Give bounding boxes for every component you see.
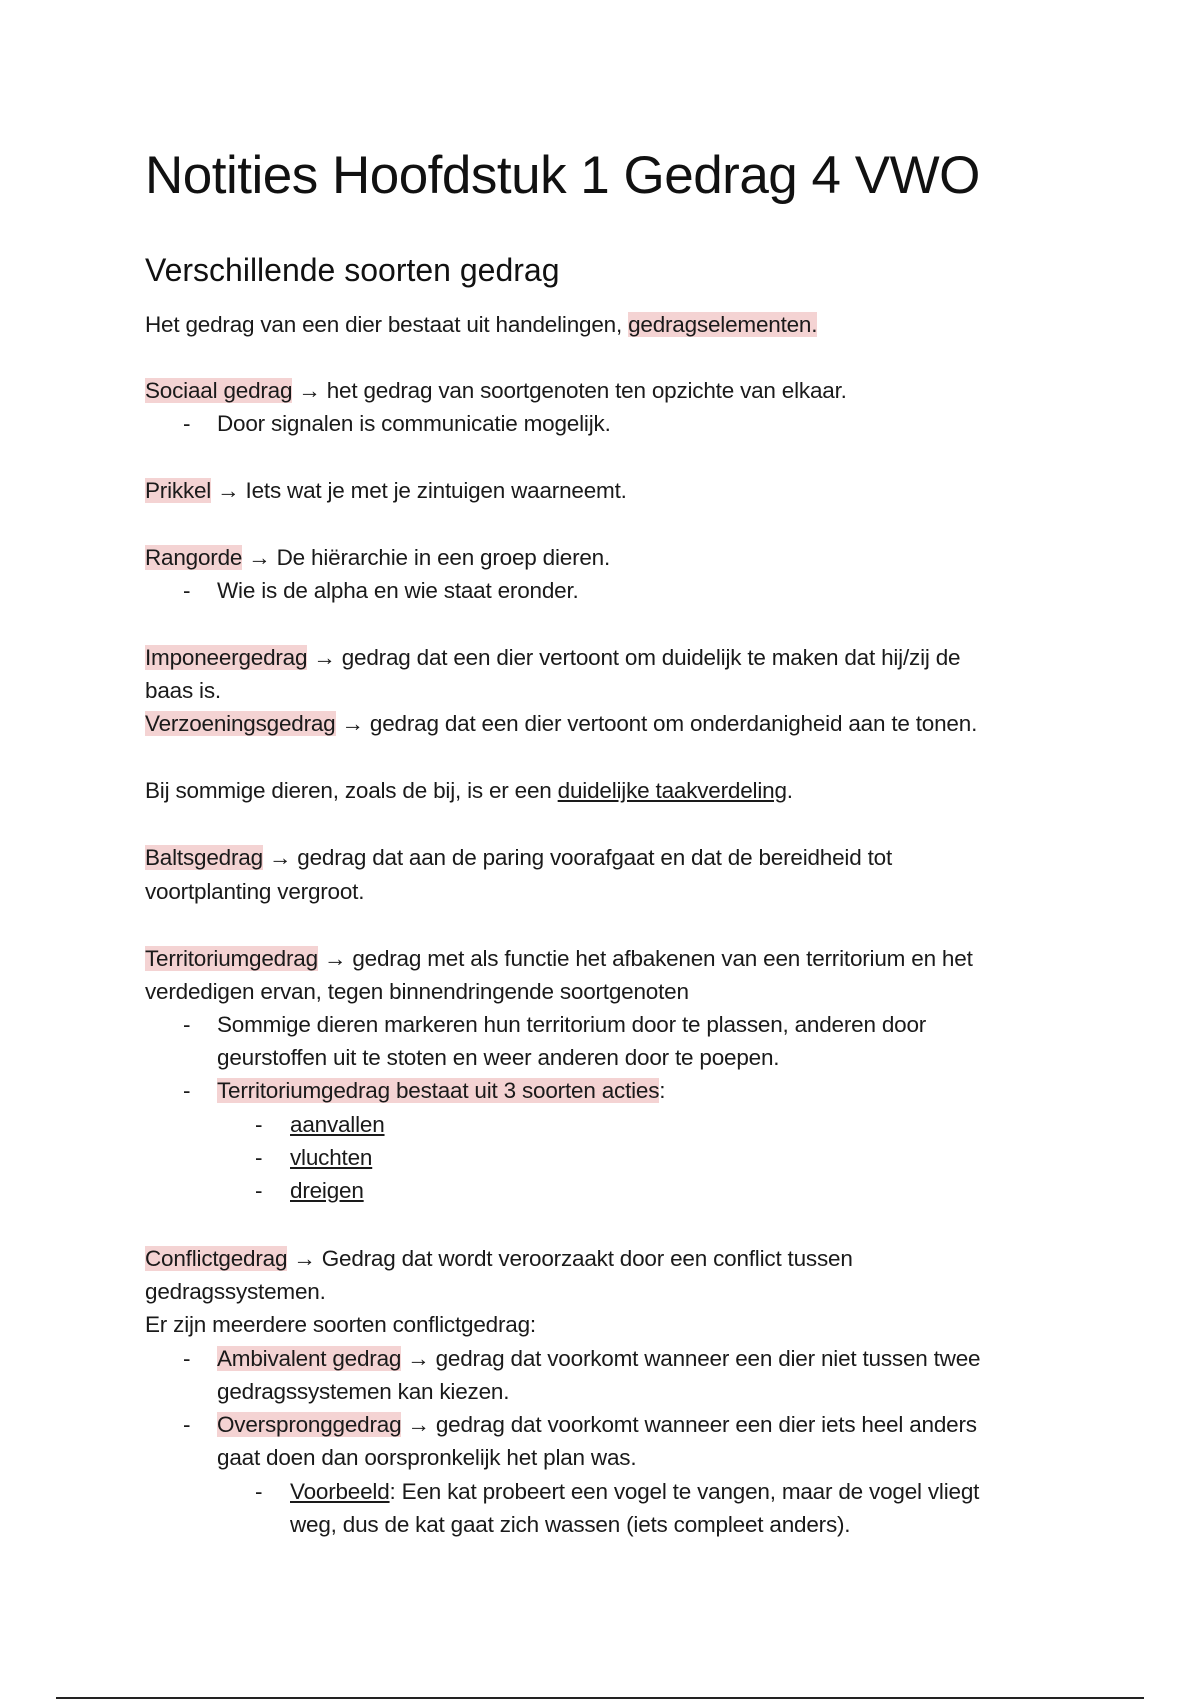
territorium-line-2: verdedigen ervan, tegen binnendringende soortgenoten bbox=[145, 979, 689, 1004]
ambivalent-line bbox=[217, 1344, 980, 1374]
term-territoriumgedrag: Territoriumgedrag bbox=[145, 946, 318, 971]
rangorde-sub: Wie is de alpha en wie staat eronder. bbox=[217, 578, 579, 603]
bullet-marker: - bbox=[255, 1479, 263, 1504]
actie-dreigen: dreigen bbox=[290, 1178, 364, 1203]
territorium-sub2 bbox=[217, 1076, 665, 1106]
conflict-line-2: gedragssystemen. bbox=[145, 1279, 326, 1304]
territorium-sub1: Sommige dieren markeren hun territorium door te plassen, anderen door bbox=[217, 1012, 927, 1037]
term-territorium-acties: Territoriumgedrag bestaat uit 3 soorten acties bbox=[217, 1078, 660, 1103]
page-title: Notities Hoofdstuk 1 Gedrag 4 VWO bbox=[145, 146, 980, 205]
balts-line-2: voortplanting vergroot. bbox=[145, 879, 365, 904]
prikkel-line bbox=[145, 476, 627, 506]
term-conflictgedrag: Conflictgedrag bbox=[145, 1246, 288, 1271]
term-ambivalent-gedrag: Ambivalent gedrag bbox=[217, 1346, 402, 1371]
section-heading: Verschillende soorten gedrag bbox=[145, 252, 560, 288]
def-prikkel: → Iets wat je met je zintuigen waarneemt. bbox=[211, 478, 627, 503]
taak-text: Bij sommige dieren, zoals de bij, is er een bbox=[145, 778, 558, 803]
bullet-marker: - bbox=[183, 1078, 191, 1103]
bullet-marker: - bbox=[183, 1012, 191, 1037]
actie-vluchten: vluchten bbox=[290, 1145, 373, 1170]
term-sociaal-gedrag: Sociaal gedrag bbox=[145, 378, 293, 403]
term-rangorde: Rangorde bbox=[145, 545, 243, 570]
term-gedragselementen: gedragselementen. bbox=[628, 312, 818, 337]
territorium-line bbox=[145, 944, 973, 974]
imponeer-line-2: baas is. bbox=[145, 678, 221, 703]
bullet-marker: - bbox=[255, 1145, 263, 1170]
def-ambivalent-gedrag: → gedrag dat voorkomt wanneer een dier niet tussen twee bbox=[401, 1346, 981, 1371]
term-verzoeningsgedrag: Verzoeningsgedrag bbox=[145, 711, 336, 736]
def-baltsgedrag: → gedrag dat aan de paring voorafgaat en dat de bereidheid tot bbox=[262, 845, 893, 870]
taakverdeling-underlined: duidelijke taakverdeling bbox=[557, 778, 787, 803]
ambivalent-line-2: gedragssystemen kan kiezen. bbox=[217, 1379, 510, 1404]
bullet-marker: - bbox=[255, 1178, 263, 1203]
imponeer-line bbox=[145, 643, 960, 673]
term-prikkel: Prikkel bbox=[145, 478, 212, 503]
territorium-sub1-cont: geurstoffen uit te stoten en weer anderen door te poepen. bbox=[217, 1045, 780, 1070]
voorbeeld-line-2: weg, dus de kat gaat zich wassen (iets compleet anders). bbox=[290, 1512, 851, 1537]
voorbeeld-text: : Een kat probeert een vogel te vangen, maar de vogel vliegt bbox=[389, 1479, 980, 1504]
def-conflictgedrag: → Gedrag dat wordt veroorzaakt door een conflict tussen bbox=[287, 1246, 853, 1271]
bullet-marker: - bbox=[183, 1346, 191, 1371]
sociaal-sub: Door signalen is communicatie mogelijk. bbox=[217, 411, 611, 436]
balts-line bbox=[145, 843, 892, 873]
taak-line bbox=[145, 776, 793, 806]
conflict-intro: Er zijn meerdere soorten conflictgedrag: bbox=[145, 1312, 536, 1337]
def-verzoeningsgedrag: → gedrag dat een dier vertoont om onderdanigheid aan te tonen. bbox=[335, 711, 978, 736]
def-sociaal-gedrag: → het gedrag van soortgenoten ten opzichte van elkaar. bbox=[292, 378, 847, 403]
conflict-line bbox=[145, 1244, 853, 1274]
intro-line bbox=[145, 310, 817, 340]
def-imponeergedrag: → gedrag dat een dier vertoont om duidelijk te maken dat hij/zij de bbox=[307, 645, 961, 670]
def-territoriumgedrag: → gedrag met als functie het afbakenen van een territorium en het bbox=[317, 946, 973, 971]
bullet-marker: - bbox=[183, 578, 191, 603]
rangorde-line bbox=[145, 543, 610, 573]
def-overspronggedrag: → gedrag dat voorkomt wanneer een dier iets heel anders bbox=[401, 1412, 977, 1437]
bullet-marker: - bbox=[183, 411, 191, 436]
term-overspronggedrag: Overspronggedrag bbox=[217, 1412, 402, 1437]
voorbeeld-line bbox=[290, 1477, 979, 1507]
overspronggedrag-line bbox=[217, 1410, 977, 1440]
bullet-marker: - bbox=[183, 1412, 191, 1437]
sociaal-line bbox=[145, 376, 847, 406]
bullet-marker: - bbox=[255, 1112, 263, 1137]
verzoening-line bbox=[145, 709, 977, 739]
actie-aanvallen: aanvallen bbox=[290, 1112, 385, 1137]
intro-text: Het gedrag van een dier bestaat uit handelingen, bbox=[145, 312, 629, 337]
taak-end: . bbox=[786, 778, 793, 803]
term-baltsgedrag: Baltsgedrag bbox=[145, 845, 263, 870]
term-imponeergedrag: Imponeergedrag bbox=[145, 645, 308, 670]
voorbeeld-label: Voorbeeld bbox=[290, 1479, 390, 1504]
page-bottom-rule bbox=[56, 1697, 1144, 1699]
colon: : bbox=[659, 1078, 666, 1103]
overspronggedrag-line-2: gaat doen dan oorspronkelijk het plan was. bbox=[217, 1445, 637, 1470]
def-rangorde: → De hiërarchie in een groep dieren. bbox=[242, 545, 611, 570]
